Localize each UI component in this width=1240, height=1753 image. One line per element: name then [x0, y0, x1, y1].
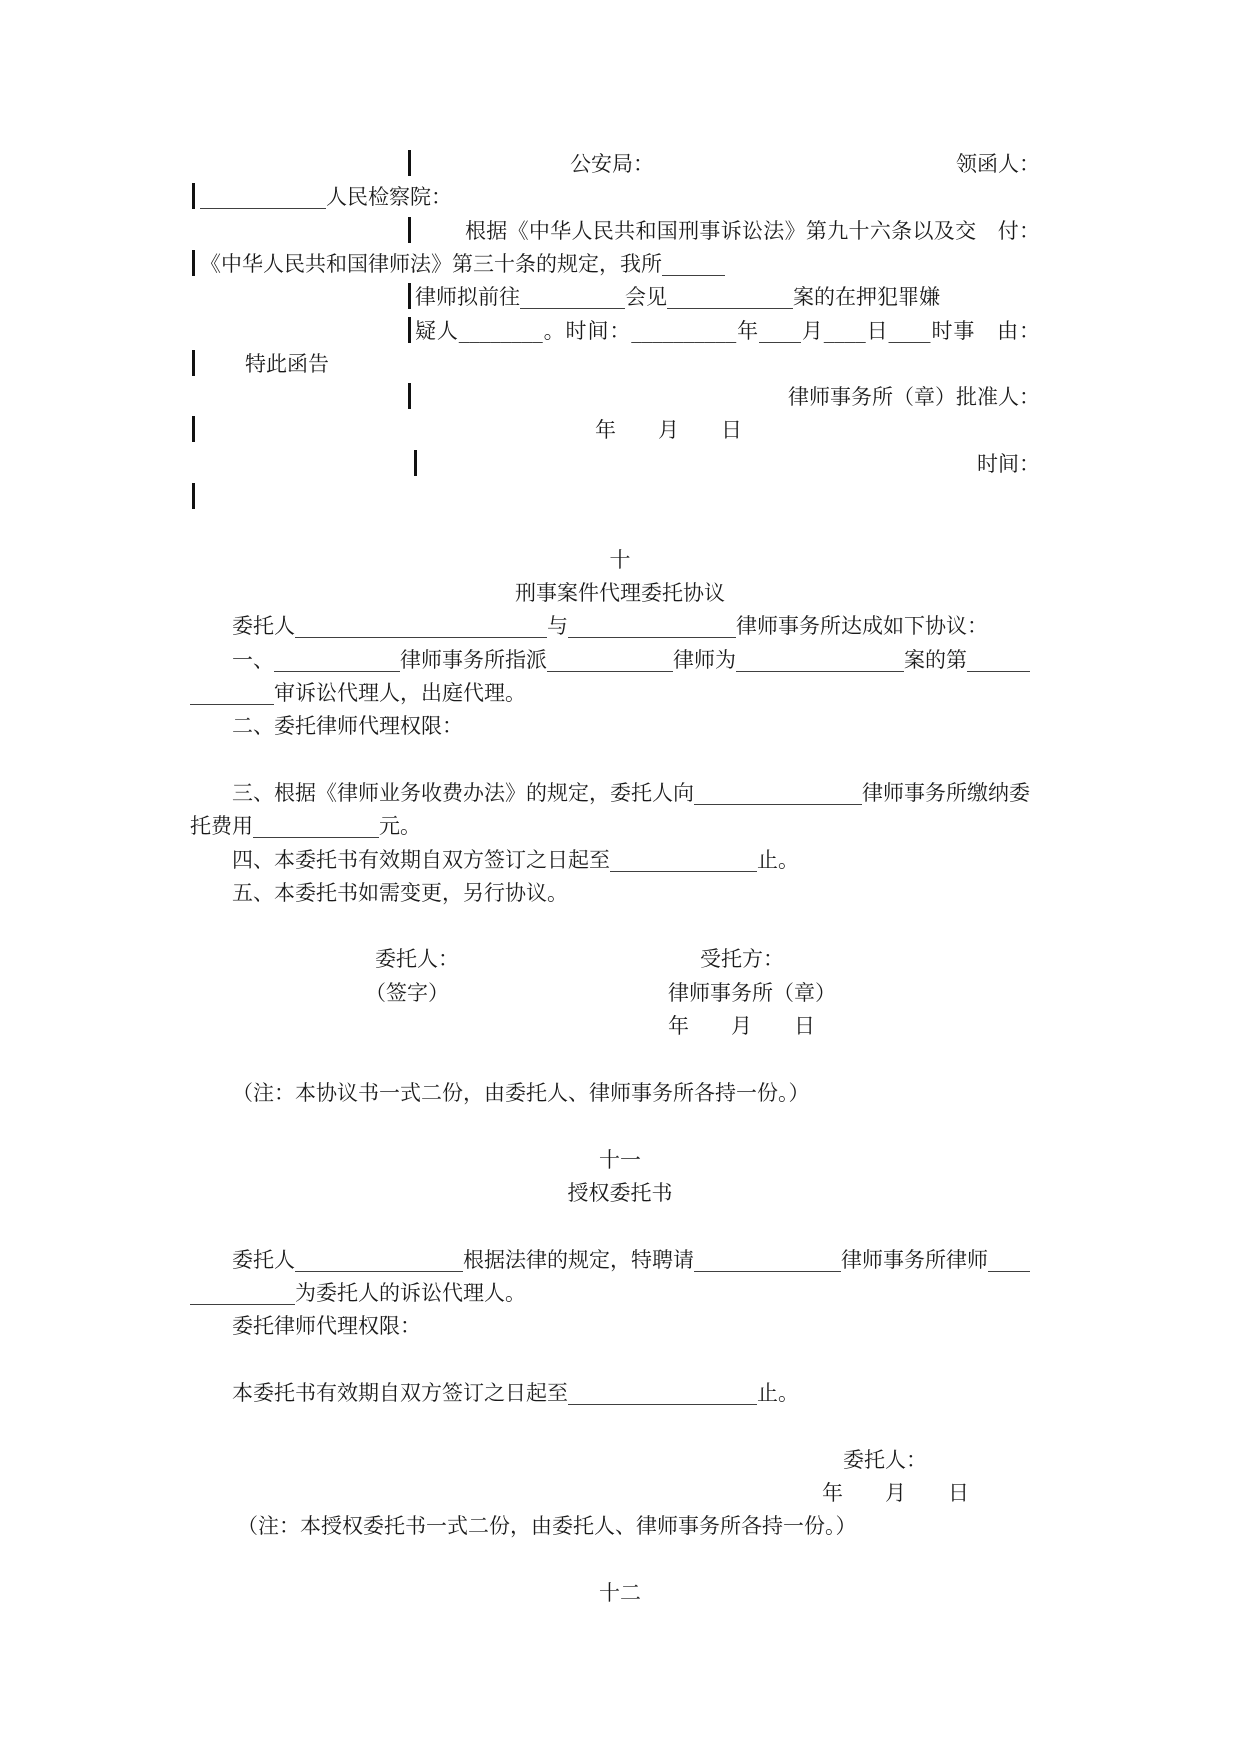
agreement-item-1b: ________审诉讼代理人，出庭代理。 [190, 681, 526, 705]
firm-approver-label: 律师事务所（章）批准人： [788, 385, 1040, 409]
margin-bar [408, 150, 411, 176]
agreement-date: 年 月 日 [668, 1014, 815, 1038]
margin-bar [192, 483, 195, 509]
section-number: 十一 [599, 1148, 641, 1172]
procuratorate-line: ____________人民检察院： [200, 185, 452, 209]
margin-bar [408, 217, 411, 243]
margin-bar [408, 383, 411, 409]
authorization-line-1a: 委托人________________根据法律的规定，特聘请______________律师事务所律师____ [232, 1248, 1030, 1272]
police-bureau-label: 公安局： [570, 152, 654, 176]
agreement-note: （注：本协议书一式二份，由委托人、律师事务所各持一份。） [232, 1081, 810, 1105]
letter-line-1: 根据《中华人民共和国刑事诉讼法》第九十六条以及交 付： [465, 219, 1040, 243]
client-label: 委托人： [375, 947, 459, 971]
agreement-item-4: 四、本委托书有效期自双方签订之日起至______________止。 [232, 848, 799, 872]
authorization-date: 年 月 日 [822, 1481, 969, 1505]
notice-text: 特此函告 [245, 352, 329, 376]
authorization-line-1b: __________为委托人的诉讼代理人。 [190, 1281, 526, 1305]
letter-line-3: 律师拟前往__________会见____________案的在押犯罪嫌 [415, 285, 940, 309]
margin-bar [414, 450, 417, 476]
firm-seal-label: 律师事务所（章） [668, 981, 836, 1005]
authorization-powers: 委托律师代理权限： [232, 1314, 421, 1338]
margin-bar [192, 183, 195, 209]
authorization-client-label: 委托人： [843, 1448, 927, 1472]
agreement-item-3a: 三、根据《律师业务收费办法》的规定，委托人向________________律师事务所缴纳委 [232, 781, 1030, 805]
section-title: 授权委托书 [567, 1181, 673, 1205]
margin-bar [192, 250, 195, 276]
margin-bar [408, 283, 411, 309]
signature-label: （签字） [365, 981, 449, 1005]
margin-bar [192, 350, 195, 376]
agreement-intro: 委托人________________________与________________律师事务所达成如下协议： [232, 614, 988, 638]
agreement-item-1a: 一、____________律师事务所指派____________律师为________________案的第______ [232, 648, 1030, 672]
margin-bar [192, 416, 195, 442]
authorization-note: （注：本授权委托书一式二份，由委托人、律师事务所各持一份。） [237, 1514, 857, 1538]
letter-line-2: 《中华人民共和国律师法》第三十条的规定，我所______ [200, 252, 725, 276]
agent-label: 受托方： [700, 947, 784, 971]
section-number: 十 [609, 548, 631, 572]
recipient-label: 领函人： [956, 152, 1040, 176]
section-number: 十二 [599, 1581, 641, 1605]
time-label: 时间： [977, 452, 1040, 476]
section-title: 刑事案件代理委托协议 [515, 581, 725, 605]
letter-line-4: 疑人________。时间：__________年____月____日____时事 由： [415, 319, 1040, 343]
letter-date: 年 月 日 [595, 418, 742, 442]
agreement-item-2: 二、委托律师代理权限： [232, 714, 463, 738]
agreement-item-5: 五、本委托书如需变更，另行协议。 [232, 881, 568, 905]
margin-bar [408, 317, 411, 343]
authorization-validity: 本委托书有效期自双方签订之日起至__________________止。 [232, 1381, 799, 1405]
agreement-item-3b: 托费用____________元。 [190, 814, 421, 838]
